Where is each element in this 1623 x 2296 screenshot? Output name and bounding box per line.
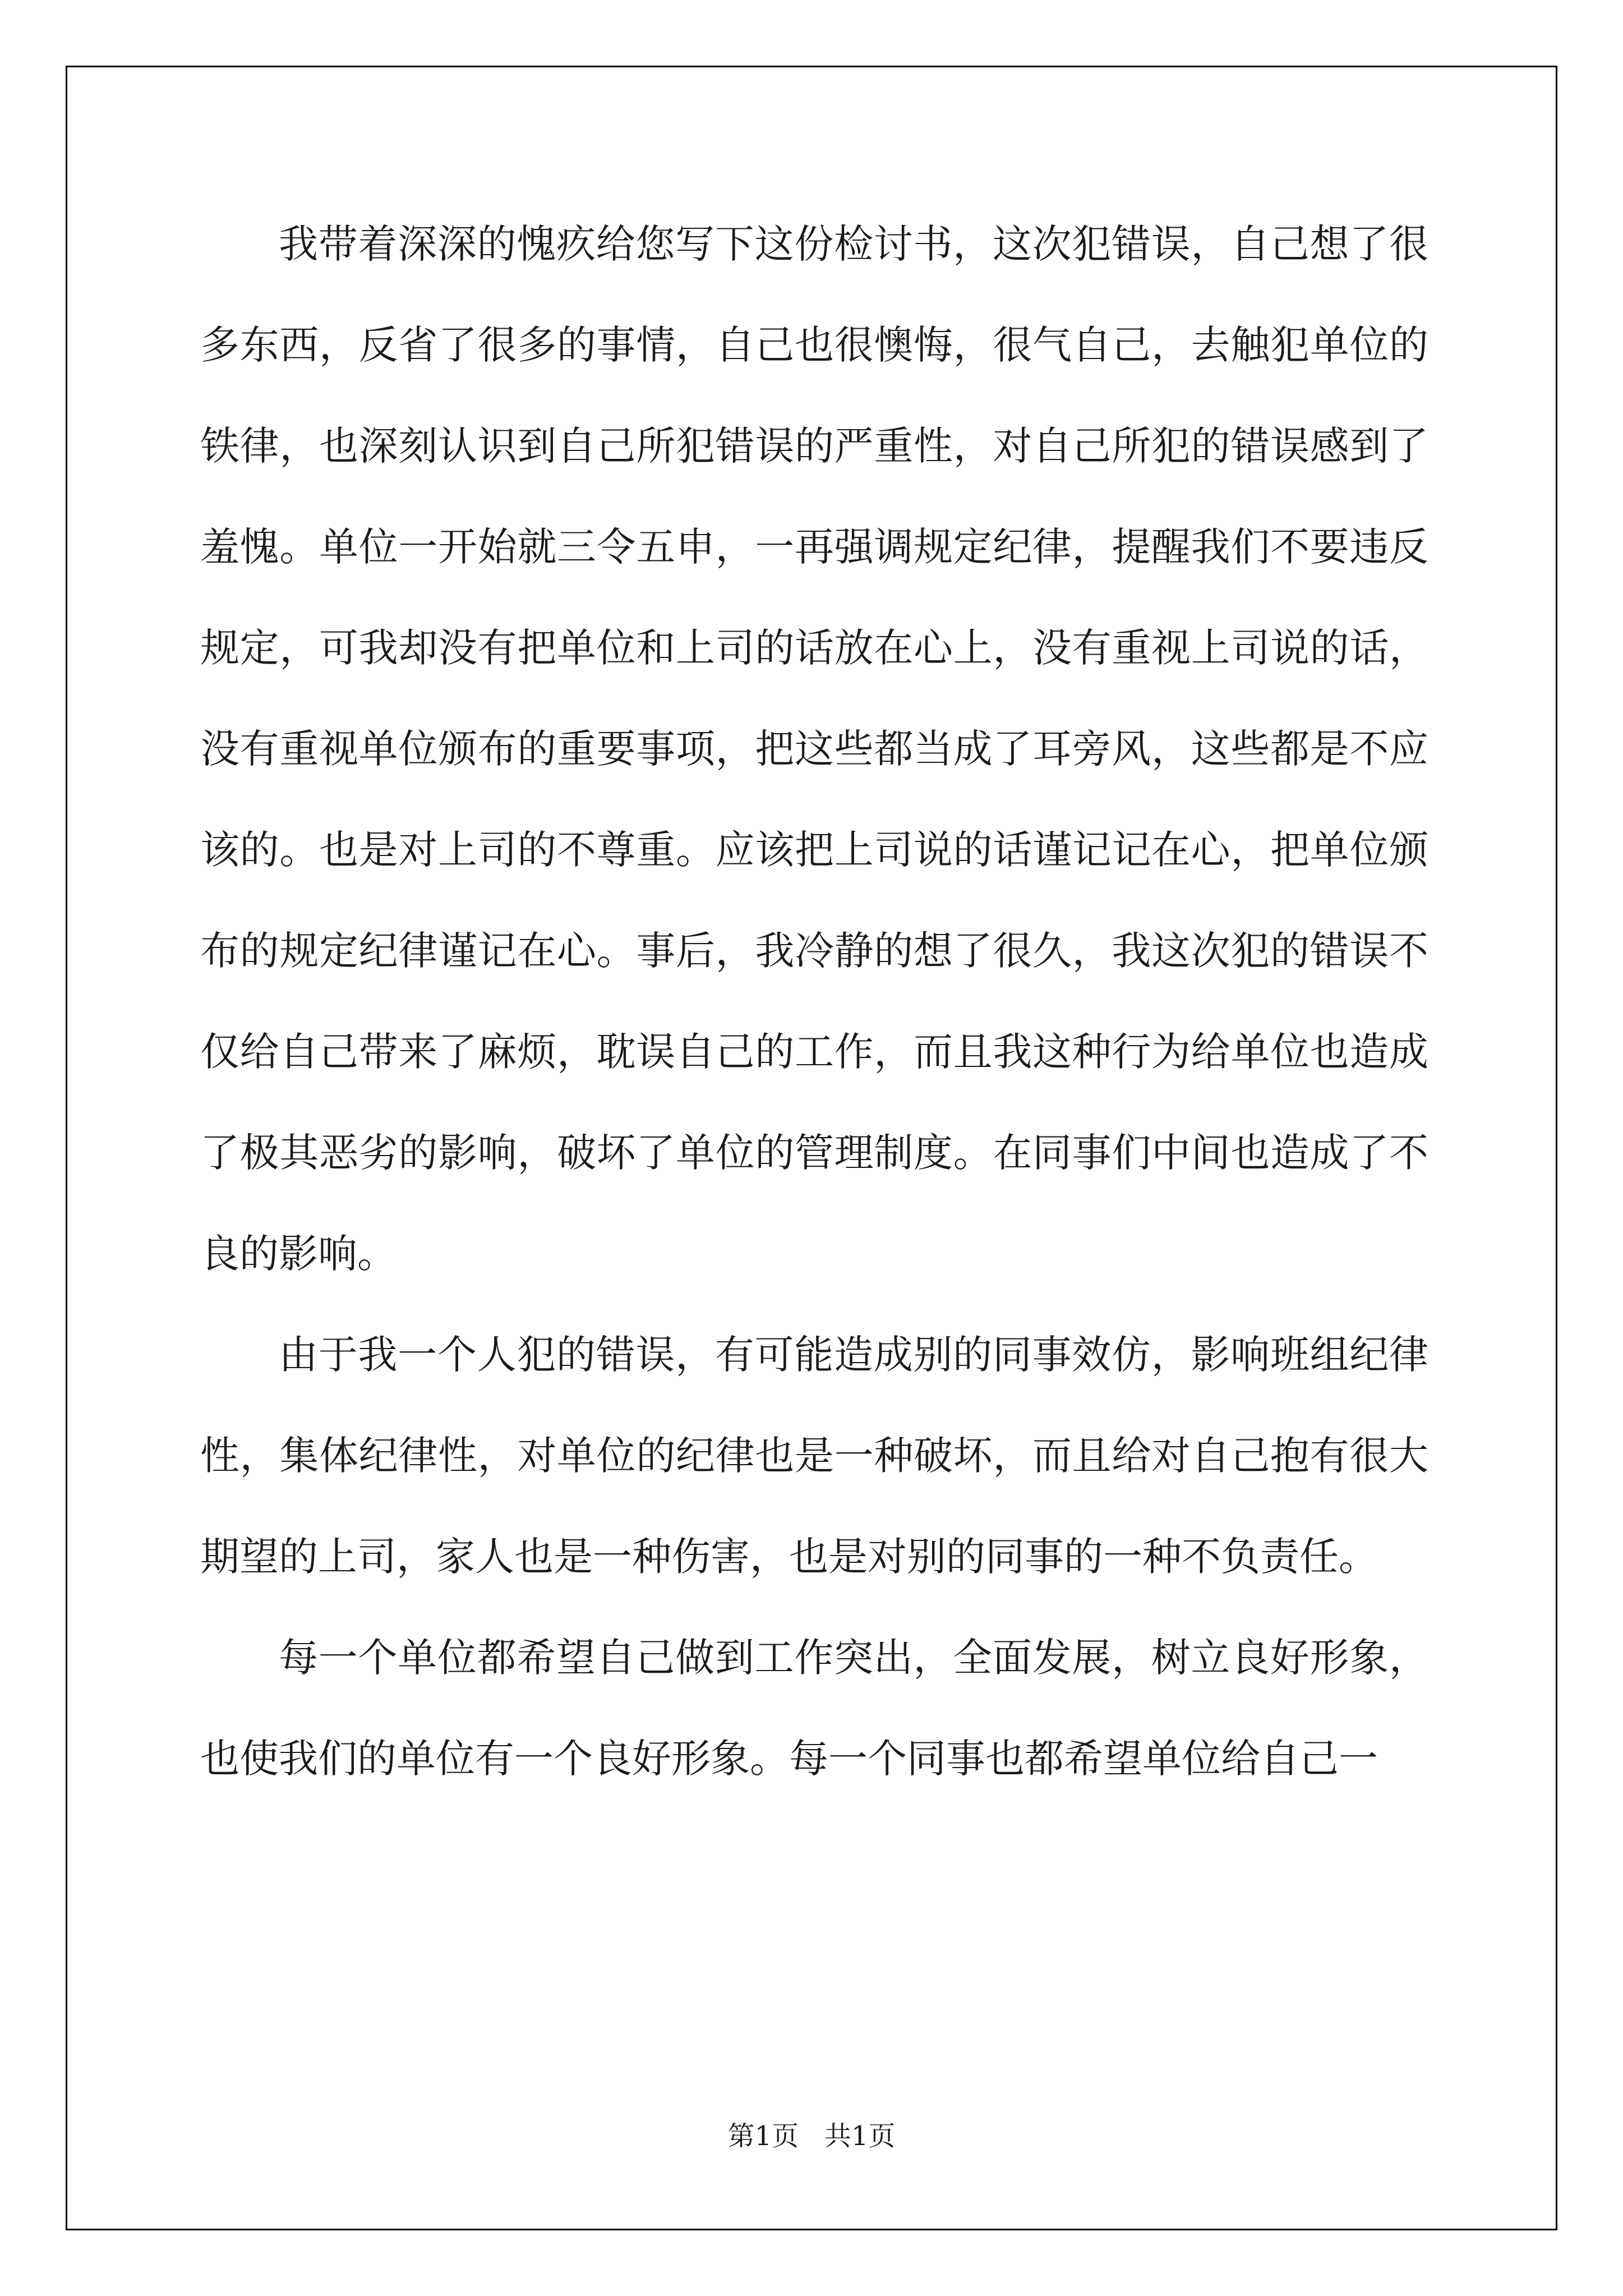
document-body [200, 194, 1428, 1809]
paragraph-2: 由于我一个人犯的错误，有可能造成别的同事效仿，影响班组纪律性，集体纪律性，对单位的纪律也是一种破坏，而且给对自己抱有很大期望的上司，家人也是一种伤害，也是对别的同事的一种不负责任。 [200, 1332, 1428, 1580]
paragraph-3: 每一个单位都希望自己做到工作突出，全面发展，树立良好形象，也使我们的单位有一个良好形象。每一个同事也都希望单位给自己一 [200, 1635, 1428, 1782]
page-number-footer: 第1页 共1页 [727, 2120, 896, 2152]
paragraph-1: 我带着深深的愧疚给您写下这份检讨书，这次犯错误，自己想了很多东西，反省了很多的事情，自己也很懊悔，很气自己，去触犯单位的铁律，也深刻认识到自己所犯错误的严重性，对自己所犯的错误感到了羞愧。单位一开始就三令五申，一再强调规定纪律，提醒我们不要违反规定，可我却没有把单位和上司的话放在心上，没有重视上司说的话，没有重视单位颁布的重要事项，把这些都当成了耳旁风，这些都是不应该的。也是对上司的不尊重。应该把上司说的话谨记记在心，把单位颁布的规定纪律谨记在心。事后，我冷静的想了很久，我这次犯的错误不仅给自己带来了麻烦，耽误自己的工作，而且我这种行为给单位也造成了极其恶劣的影响，破坏了单位的管理制度。在同事们中间也造成了不良的影响。 [200, 221, 1428, 1277]
